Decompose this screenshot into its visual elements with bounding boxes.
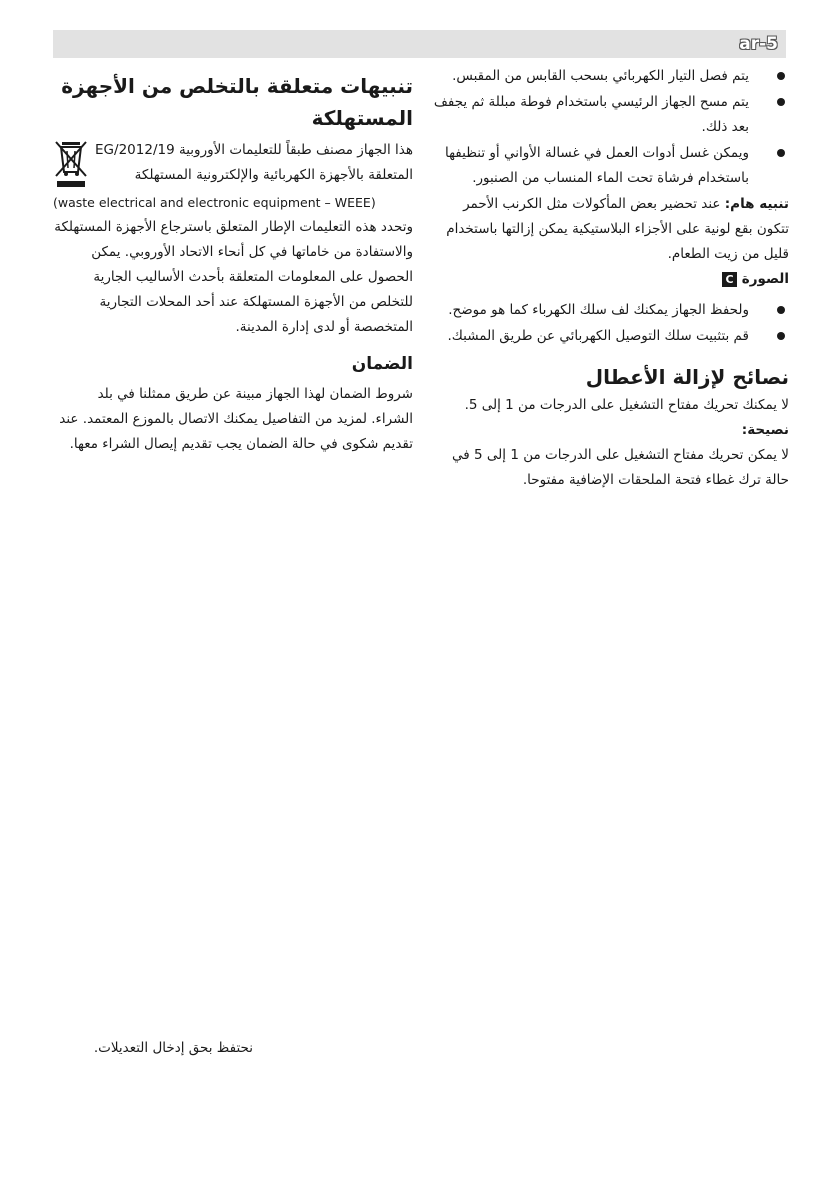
weee-text: هذا الجهاز مصنف طبقاً للتعليمات الأوروبية 2012/19/EG المتعلقة بالأجهزة الكهربائية والإلكترونية المستهلكة [95,142,413,183]
page-header-bar [53,30,786,58]
list-item: ولحفظ الجهاز يمكنك لف سلك الكهرباء كما هو موضح. [433,298,789,323]
warranty-body: شروط الضمان لهذا الجهاز مبينة عن طريق ممثلنا في بلد الشراء. لمزيد من التفاصيل يمكنك الاتصال بالموزع المعتمد. عند تقديم شكوى في حالة الضمان يجب تقديم إيصال الشراء معها. [59,386,413,452]
list-item: يتم مسح الجهاز الرئيسي باستخدام فوطة مبللة ثم يجفف بعد ذلك. [433,90,789,140]
disposal-title: تنبيهات متعلقة بالتخلص من الأجهزة المستهلكة [61,74,413,130]
list-item: يتم فصل التيار الكهربائي بسحب القابس من المقبس. [433,64,789,89]
important-note [433,192,789,267]
right-column [433,64,789,493]
bullet-icon [777,72,785,80]
bullet-icon [777,306,785,314]
cleaning-list [433,64,789,191]
tip-label: نصيحة: [741,422,789,438]
list-item: ويمكن غسل أدوات العمل في غسالة الأواني أو تنظيفها باستخدام فرشاة تحت الماء المنساب من الصنبور. [433,141,789,191]
note-label: تنبيه هام: [724,196,789,212]
figure-reference: الصورة C [433,267,789,292]
troubleshooting-problem: لا يمكنك تحريك مفتاح التشغيل على الدرجات من 1 إلى 5. [464,397,789,413]
left-column [53,70,413,457]
weee-english: (waste electrical and electronic equipment – WEEE) [53,195,376,210]
list-item: قم بتثبيت سلك التوصيل الكهربائي عن طريق المشبك. [433,324,789,349]
bullet-icon [777,332,785,340]
tip-text: لا يمكن تحريك مفتاح التشغيل على الدرجات من 1 إلى 5 في حالة ترك غطاء فتحة الملحقات الإضافية مفتوحا. [452,447,789,488]
troubleshooting-title: نصائح لإزالة الأعطال [585,365,789,389]
figure-c-icon: C [722,272,737,287]
weee-notice [53,138,413,190]
disposal-body: وتحدد هذه التعليمات الإطار المتعلق باسترجاع الأجهزة المستهلكة والاستفادة من خاماتها في كل أنحاء الاتحاد الأوروبي. يمكن الحصول على المعلومات المتعلقة بأحدث الأساليب الجارية للتخلص من الأجهزة المستهلكة عند أحد المحلات التجارية المتخصصة أو لدى إدارة المدينة. [54,219,413,335]
storage-list [433,298,789,349]
crossed-bin-icon [53,138,89,190]
warranty-title: الضمان [351,354,413,374]
note-text: عند تحضير بعض المأكولات مثل الكرنب الأحمر تتكون بقع لونية على الأجزاء البلاستيكية يمكن إزالتها باستخدام قليل من زيت الطعام. [446,196,789,262]
bullet-icon [777,98,785,106]
footer-note: نحتفظ بحق إدخال التعديلات. [93,1040,253,1056]
page-number: ar-5 [739,34,778,54]
bullet-icon [777,149,785,157]
